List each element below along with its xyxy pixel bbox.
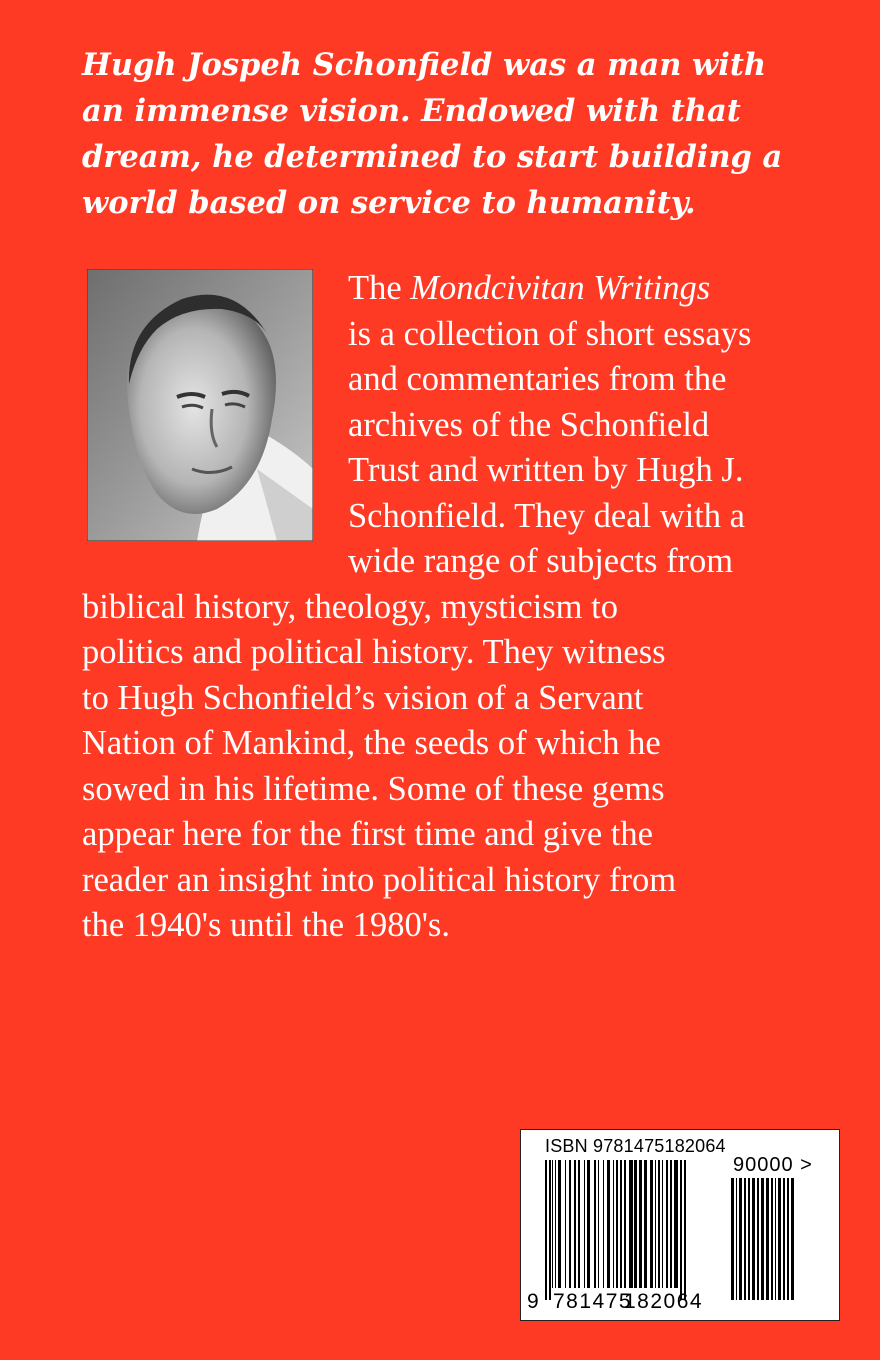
- barcode-bar: [666, 1160, 668, 1288]
- barcode-bar: [629, 1160, 633, 1288]
- barcode-bar: [574, 1160, 576, 1288]
- barcode-bar: [584, 1160, 585, 1288]
- barcode-bar: [739, 1178, 742, 1300]
- barcode-bar: [545, 1160, 547, 1300]
- barcode-bar: [658, 1160, 660, 1288]
- barcode-bar: [558, 1160, 561, 1288]
- barcode-bar: [752, 1178, 755, 1300]
- barcode-bar: [613, 1160, 614, 1288]
- book-title: Mondcivitan Writings: [410, 269, 711, 307]
- description-line: to Hugh Schonfield’s vision of a Servant: [82, 678, 644, 717]
- barcode-bar: [775, 1178, 776, 1300]
- description-line: wide range of subjects from: [348, 542, 734, 580]
- barcode-bar: [549, 1160, 551, 1300]
- barcode-bar: [578, 1160, 580, 1288]
- barcode-bar: [552, 1160, 553, 1288]
- addon-bars: [731, 1178, 827, 1312]
- description-line: archives of the Schonfield: [348, 405, 710, 444]
- barcode-bar: [670, 1160, 672, 1288]
- barcode-bar: [565, 1160, 566, 1288]
- description-line: Schonfield. They deal with a: [348, 496, 745, 535]
- description-line: Trust and written by Hugh J.: [348, 451, 744, 489]
- description-line: biblical history, theology, mysticism to: [82, 587, 618, 626]
- barcode-bar: [639, 1160, 642, 1288]
- barcode-bar: [594, 1160, 596, 1288]
- barcode-bar: [587, 1160, 590, 1288]
- barcode-bar: [662, 1160, 663, 1288]
- barcode-bar: [644, 1160, 647, 1288]
- ean13-bars: [545, 1160, 725, 1300]
- barcode-bar: [744, 1178, 746, 1300]
- barcode-bar: [731, 1178, 734, 1300]
- book-description: [82, 266, 872, 949]
- barcode-bar: [761, 1178, 764, 1300]
- barcode-bar: [603, 1160, 604, 1288]
- price-code: 90000 >: [733, 1154, 813, 1176]
- description-prefix: The: [348, 269, 411, 307]
- isbn-barcode: [520, 1129, 840, 1321]
- description-line: sowed in his lifetime. Some of these gems: [82, 769, 665, 808]
- barcode-digit-first: 9: [527, 1290, 541, 1313]
- description-first-line: [82, 266, 872, 312]
- barcode-bar: [650, 1160, 653, 1288]
- barcode-bar: [787, 1178, 789, 1300]
- description-line: is a collection of short essays: [348, 314, 752, 353]
- barcode-bar: [771, 1178, 773, 1300]
- description-line: reader an insight into political history from: [82, 860, 677, 899]
- barcode-bar: [680, 1160, 682, 1300]
- tagline-line: world based on service to humanity.: [82, 185, 696, 221]
- barcode-bar: [620, 1160, 622, 1288]
- barcode-bar: [607, 1160, 610, 1288]
- tagline-line: Hugh Jospeh Schonfield was a man with: [82, 47, 767, 83]
- barcode-bar: [655, 1160, 656, 1288]
- barcode-bar: [684, 1160, 686, 1300]
- barcode-bar: [736, 1178, 737, 1300]
- barcode-bar: [624, 1160, 626, 1288]
- barcode-bar: [757, 1178, 759, 1300]
- barcode-bar: [778, 1178, 781, 1300]
- barcode-digits-left: 781475: [553, 1290, 633, 1313]
- barcode-bar: [555, 1160, 556, 1288]
- tagline: [82, 42, 852, 226]
- barcode-bar: [748, 1178, 750, 1300]
- description-line: politics and political history. They witness: [82, 633, 666, 671]
- barcode-bar: [783, 1178, 785, 1300]
- barcode-bar: [766, 1178, 769, 1300]
- barcode-digits-right: 182064: [624, 1290, 704, 1313]
- barcode-bar: [616, 1160, 618, 1288]
- tagline-line: dream, he determined to start building a: [82, 139, 783, 175]
- description-line: the 1940's until the 1980's.: [82, 906, 450, 944]
- barcode-bar: [598, 1160, 599, 1288]
- description-line: and commentaries from the: [348, 360, 727, 398]
- barcode-bar: [674, 1160, 678, 1288]
- description-line: Nation of Mankind, the seeds of which he: [82, 724, 661, 762]
- tagline-line: an immense vision. Endowed with that: [82, 93, 741, 129]
- barcode-bar: [791, 1178, 794, 1300]
- isbn-label: ISBN 9781475182064: [545, 1136, 726, 1156]
- description-line: appear here for the first time and give the: [82, 815, 653, 853]
- barcode-bar: [634, 1160, 637, 1288]
- barcode-bar: [569, 1160, 571, 1288]
